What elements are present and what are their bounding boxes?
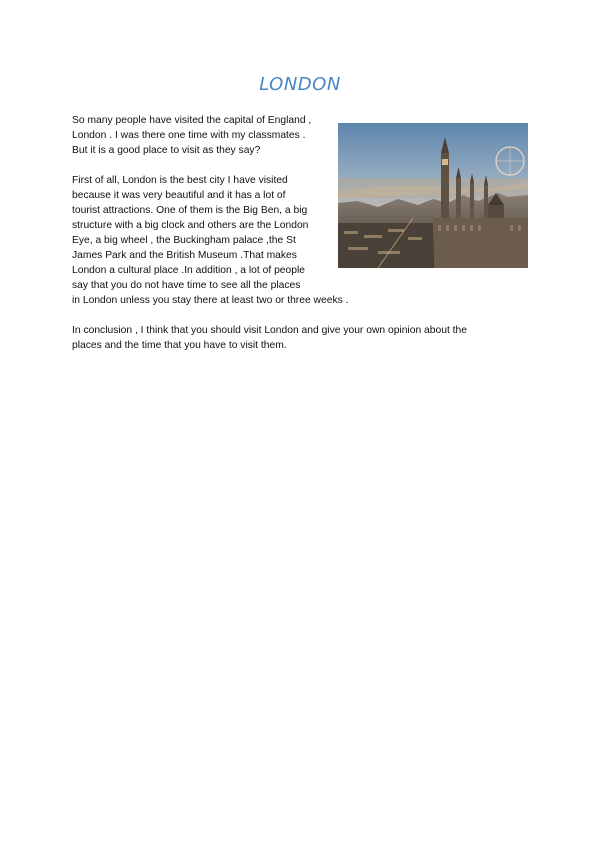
paragraph-1-line: So many people have visited the capital of England , bbox=[72, 115, 312, 126]
paragraph-2-line: because it was very beautiful and it has a lot of bbox=[72, 190, 286, 201]
paragraph-3-line: In conclusion , I think that you should visit London and give your own opinion about the bbox=[72, 325, 467, 336]
paragraph-2-line: tourist attractions. One of them is the Big Ben, a big bbox=[72, 205, 308, 216]
paragraph-1-line: London . I was there one time with my classmates . bbox=[72, 130, 306, 141]
paragraph-3-line: places and the time that you have to visit them. bbox=[72, 340, 287, 351]
paragraph-2-line: Eye, a big wheel , the Buckingham palace ,the St bbox=[72, 235, 296, 246]
paragraph-2-line: in London unless you stay there at least two or three weeks . bbox=[72, 295, 349, 306]
paragraph-2-line: London a cultural place .In addition , a lot of people bbox=[72, 265, 305, 276]
page-title: LONDON bbox=[259, 74, 341, 95]
paragraph-2-line: First of all, London is the best city I have visited bbox=[72, 175, 288, 186]
paragraph-1-line: But it is a good place to visit as they say? bbox=[72, 145, 261, 156]
london-skyline-photo bbox=[338, 123, 528, 268]
paragraph-2-line: James Park and the British Museum .That makes bbox=[72, 250, 297, 261]
paragraph-2-line: say that you do not have time to see all the places bbox=[72, 280, 301, 291]
paragraph-2-line: structure with a big clock and others are the London bbox=[72, 220, 309, 231]
